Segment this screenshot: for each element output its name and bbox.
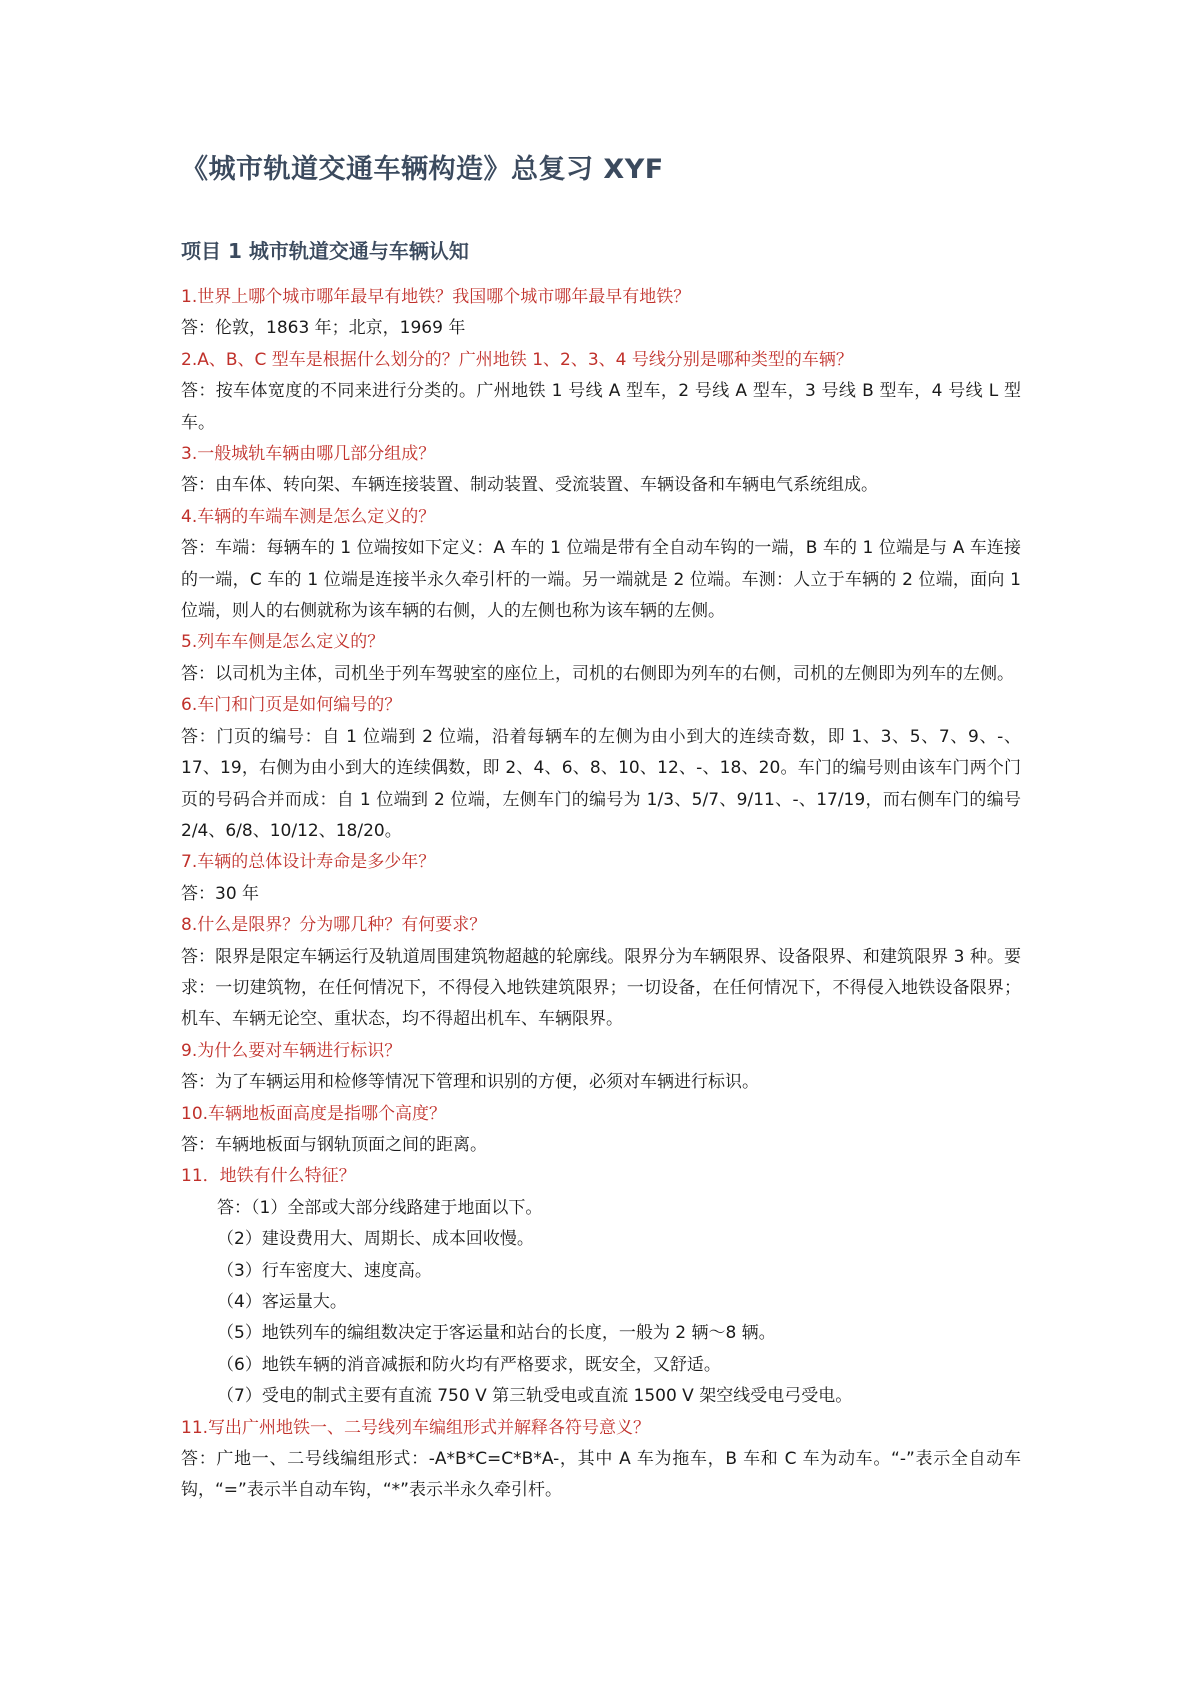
question: 2.A、B、C 型车是根据什么划分的？广州地铁 1、2、3、4 号线分别是哪种类型的车辆？ [181,349,853,370]
question: 5.列车车侧是怎么定义的？ [181,632,385,653]
answer: 答：为了车辆运用和检修等情况下管理和识别的方便，必须对车辆进行标识。 [181,1072,759,1093]
answer: 答：门页的编号：自 1 位端到 2 位端，沿着每辆车的左侧为由小到大的连续奇数，即 1、3、5、7、9、-、17、19，右侧为由小到大的连续偶数，即 2、4、6、8、10、12、-、18、20。车门的编号则由该车门两个门页的号码合并而成：自 1 位端到 2 位端，左侧车门的编号为 1/3、5/7、9/11、-、17/19，而右侧车门的编号 2/4、6/8、10/12、18/20。 [181,726,1021,841]
question: 11．地铁有什么特征？ [181,1166,356,1187]
answer: 答：以司机为主体，司机坐于列车驾驶室的座位上，司机的右侧即为列车的右侧，司机的左侧即为列车的左侧。 [181,663,1014,684]
qa-item [181,847,1021,910]
question: 8.什么是限界？分为哪几种？有何要求？ [181,915,487,936]
qa-item [181,1036,1021,1099]
qa-item [181,1413,1021,1507]
question: 7.车辆的总体设计寿命是多少年？ [181,852,436,873]
answer-list-item: （5）地铁列车的编组数决定于客运量和站台的长度，一般为 2 辆～8 辆。 [217,1323,776,1344]
answer-list-item: （4）客运量大。 [217,1292,347,1312]
document-title: 《城市轨道交通车辆构造》总复习 XYF [181,154,664,185]
answer-list-item: （7）受电的制式主要有直流 750 V 第三轨受电或直流 1500 V 架空线受电弓受电。 [217,1386,853,1407]
answer-list-item: （3）行车密度大、速度高。 [217,1260,432,1281]
answer: 答：限界是限定车辆运行及轨道周围建筑物超越的轮廓线。限界分为车辆限界、设备限界、和建筑限界 3 种。要求：一切建筑物，在任何情况下，不得侵入地铁建筑限界；一切设备，在任何情况下，不得侵入地铁设备限界；机车、车辆无论空、重状态，均不得超出机车、车辆限界。 [181,946,1021,1030]
answer-first-line: 答：（1）全部或大部分线路建于地面以下。 [217,1197,543,1218]
document-page [181,150,1021,1507]
qa-item [181,502,1021,628]
answer: 答：广地一、二号线编组形式：-A*B*C=C*B*A-，其中 A 车为拖车，B 车和 C 车为动车。“-”表示全自动车钩，“=”表示半自动车钩，“*”表示半永久牵引杆。 [181,1449,1021,1501]
question: 6.车门和门页是如何编号的？ [181,695,402,716]
answer-list-item: （6）地铁车辆的消音减振和防火均有严格要求，既安全，又舒适。 [217,1354,721,1375]
answer-list-item: （2）建设费用大、周期长、成本回收慢。 [217,1229,534,1250]
question: 4.车辆的车端车测是怎么定义的？ [181,506,436,527]
question: 3.一般城轨车辆由哪几部分组成？ [181,444,436,465]
question: 1.世界上哪个城市哪年最早有地铁？我国哪个城市哪年最早有地铁？ [181,287,691,307]
answer: 答：按车体宽度的不同来进行分类的。广州地铁 1 号线 A 型车，2 号线 A 型车，3 号线 B 型车，4 号线 L 型车。 [181,381,1021,433]
qa-item [181,627,1021,690]
question: 9.为什么要对车辆进行标识？ [181,1040,402,1061]
answer: 答：由车体、转向架、车辆连接装置、制动装置、受流装置、车辆设备和车辆电气系统组成。 [181,475,878,496]
qa-item [181,1099,1021,1162]
qa-item [181,282,1021,345]
qa-item [181,345,1021,439]
qa-item [181,690,1021,847]
section-title: 项目 1 城市轨道交通与车辆认知 [181,239,469,263]
question: 10.车辆地板面高度是指哪个高度？ [181,1103,447,1124]
question: 11.写出广州地铁一、二号线列车编组形式并解释各符号意义？ [181,1417,651,1438]
qa-item-features [181,1161,1021,1412]
answer: 答：30 年 [181,883,260,904]
qa-item [181,439,1021,502]
answer: 答：车端：每辆车的 1 位端按如下定义：A 车的 1 位端是带有全自动车钩的一端，B 车的 1 位端是与 A 车连接的一端，C 车的 1 位端是连接半永久牵引杆的一端。另一端就是 2 位端。车测：人立于车辆的 2 位端，面向 1 位端，则人的右侧就称为该车辆的右侧，人的左侧也称为该车辆的左侧。 [181,538,1021,622]
answer: 答：车辆地板面与钢轨顶面之间的距离。 [181,1134,487,1155]
qa-item [181,910,1021,1036]
answer: 答：伦敦，1863 年；北京，1969 年 [181,318,466,339]
